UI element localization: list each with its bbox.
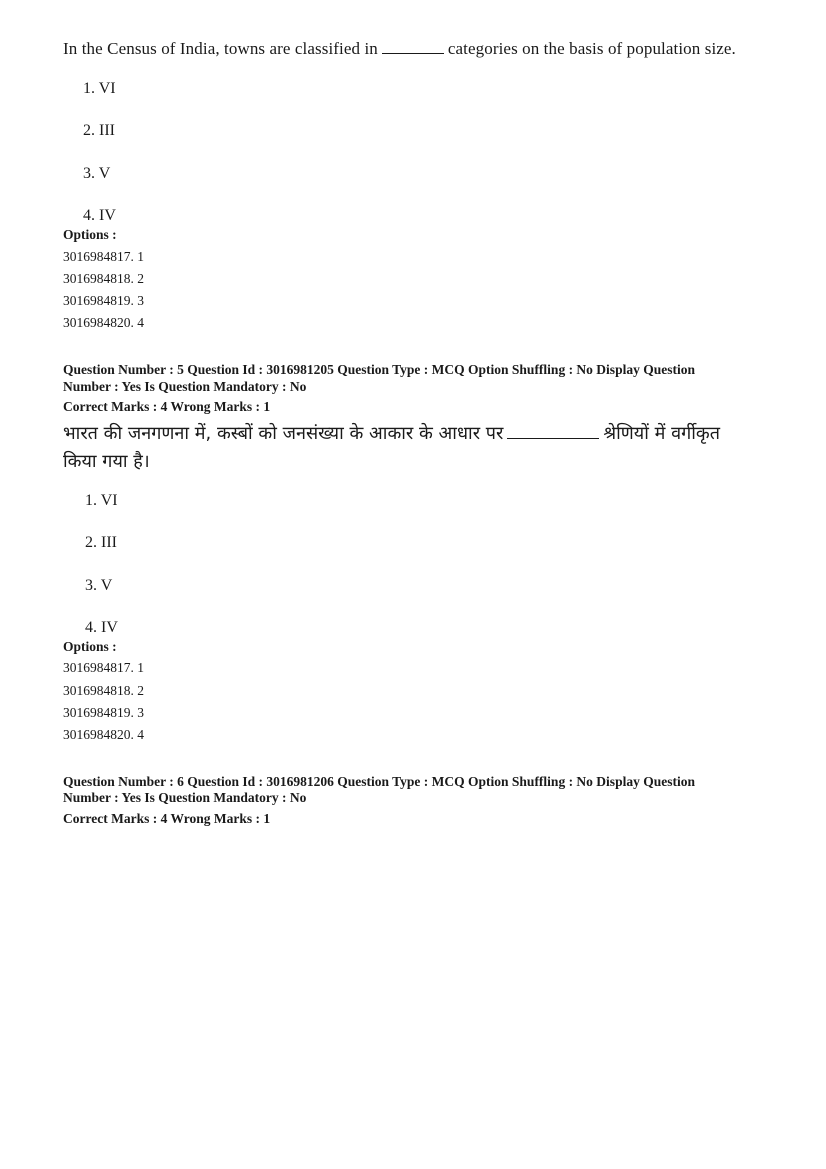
option-id-line: 3016984820. 4 [63, 315, 144, 330]
question-hindi-part2: श्रेणियों में वर्गीकृत [603, 423, 720, 444]
option-id-line: 3016984817. 1 [63, 249, 144, 264]
question-header-line1: Question Number : 6 Question Id : 3016981206 Question Type : MCQ Option Shuffling : No Display Question [63, 774, 695, 789]
question-hindi-part1: भारत की जनगणना में, कस्बों को जनसंख्या के आकार के आधार पर [63, 423, 504, 444]
option-id-line: 3016984819. 3 [63, 293, 144, 308]
option-id-line: 3016984819. 3 [63, 705, 144, 720]
question-text-hindi [63, 421, 720, 445]
question-header-line2: Number : Yes Is Question Mandatory : No [63, 379, 307, 394]
question-hindi-line2: किया गया है। [63, 451, 150, 472]
choice-item: 4. IV [85, 619, 118, 636]
choice-item: 2. III [85, 534, 117, 551]
choice-item: 4. IV [83, 207, 116, 224]
option-id-line: 3016984820. 4 [63, 727, 144, 742]
question-text-part2: categories on the basis of population size. [447, 39, 736, 58]
choice-item: 3. V [83, 165, 111, 182]
options-label: Options : [63, 227, 117, 242]
question-text-english [63, 39, 736, 59]
option-id-line: 3016984817. 1 [63, 660, 144, 675]
choice-item: 1. VI [85, 492, 118, 509]
answer-blank [507, 437, 599, 439]
marks-line: Correct Marks : 4 Wrong Marks : 1 [63, 811, 271, 826]
question-header-line1: Question Number : 5 Question Id : 3016981205 Question Type : MCQ Option Shuffling : No Display Question [63, 362, 695, 377]
answer-blank [382, 52, 444, 54]
choice-item: 3. V [85, 577, 113, 594]
options-label: Options : [63, 639, 117, 654]
marks-line: Correct Marks : 4 Wrong Marks : 1 [63, 399, 271, 414]
option-id-line: 3016984818. 2 [63, 271, 144, 286]
choice-item: 2. III [83, 122, 115, 139]
question-header-line2: Number : Yes Is Question Mandatory : No [63, 790, 307, 805]
question-text-part1: In the Census of India, towns are classified in [63, 39, 378, 58]
option-id-line: 3016984818. 2 [63, 683, 144, 698]
choice-item: 1. VI [83, 80, 116, 97]
